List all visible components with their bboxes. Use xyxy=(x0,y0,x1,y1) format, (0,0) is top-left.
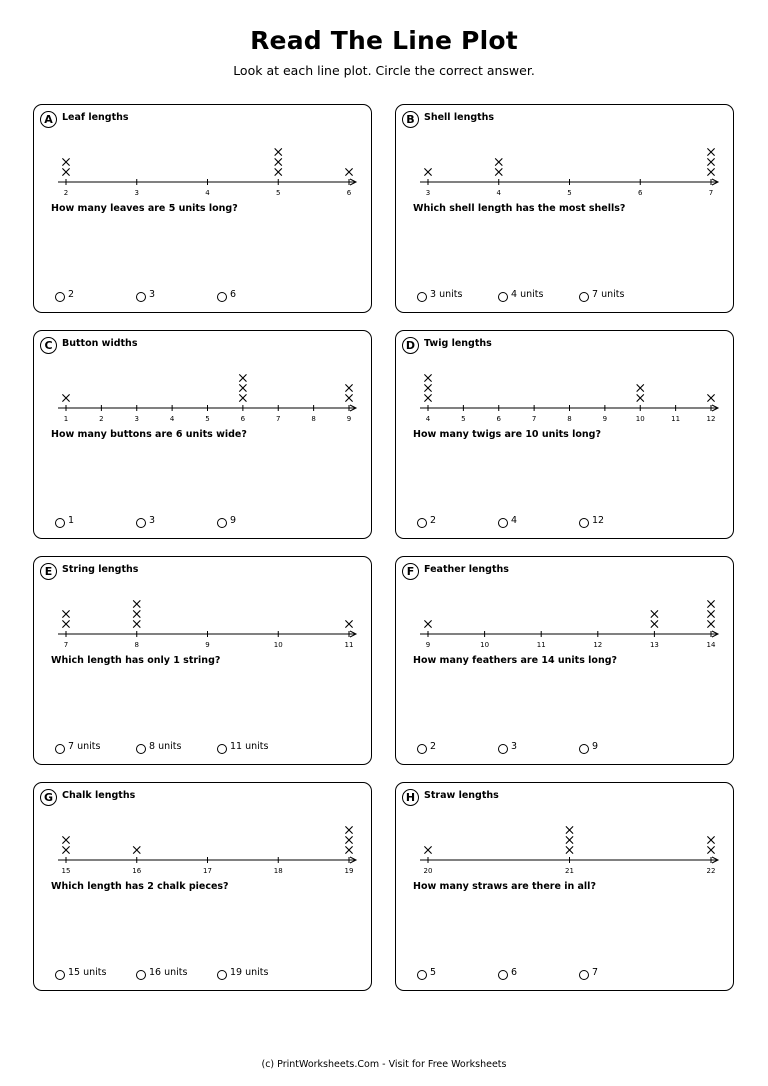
answer-label: 16 units xyxy=(149,967,188,978)
line-plot xyxy=(34,105,373,201)
x-mark xyxy=(637,384,644,391)
tick-label: 12 xyxy=(706,415,716,423)
answer-circle[interactable] xyxy=(217,518,227,528)
answer-circle[interactable] xyxy=(417,744,427,754)
line-plot xyxy=(396,557,735,653)
answer-label: 2 xyxy=(430,741,437,752)
x-mark xyxy=(707,620,714,627)
line-plot xyxy=(396,105,735,201)
plot-title: Feather lengths xyxy=(424,564,509,575)
x-mark xyxy=(566,846,573,853)
tick-label: 6 xyxy=(496,415,501,423)
answer-circle[interactable] xyxy=(498,744,508,754)
answer-label: 12 xyxy=(592,515,605,526)
question-text: Which length has only 1 string? xyxy=(51,655,221,666)
problem-letter-badge: B xyxy=(402,111,419,128)
x-mark xyxy=(345,620,352,627)
tick-label: 5 xyxy=(461,415,466,423)
answer-circle[interactable] xyxy=(136,518,146,528)
tick-label: 1 xyxy=(63,415,69,423)
x-mark xyxy=(495,158,502,165)
answer-circle[interactable] xyxy=(579,518,589,528)
problem-letter-badge: F xyxy=(402,563,419,580)
x-mark xyxy=(133,620,140,627)
x-mark xyxy=(566,836,573,843)
problem-letter-badge: D xyxy=(402,337,419,354)
x-mark xyxy=(275,168,282,175)
x-mark xyxy=(637,394,644,401)
x-mark xyxy=(62,620,69,627)
tick-label: 20 xyxy=(423,867,433,875)
answer-circle[interactable] xyxy=(498,292,508,302)
x-mark xyxy=(424,620,431,627)
x-mark xyxy=(707,610,714,617)
x-mark xyxy=(707,394,714,401)
answer-circle[interactable] xyxy=(217,970,227,980)
x-mark xyxy=(133,846,140,853)
answer-circle[interactable] xyxy=(417,970,427,980)
answer-label: 11 units xyxy=(230,741,269,752)
x-mark xyxy=(62,846,69,853)
line-plot xyxy=(396,783,735,879)
question-text: How many buttons are 6 units wide? xyxy=(51,429,247,440)
tick-label: 5 xyxy=(567,189,572,197)
answer-label: 3 xyxy=(511,741,518,752)
answer-circle[interactable] xyxy=(417,518,427,528)
tick-label: 3 xyxy=(425,189,431,197)
x-mark xyxy=(345,826,352,833)
answer-circle[interactable] xyxy=(579,970,589,980)
problem-letter-badge: G xyxy=(40,789,57,806)
plot-title: Straw lengths xyxy=(424,790,499,801)
question-text: Which length has 2 chalk pieces? xyxy=(51,881,229,892)
x-mark xyxy=(707,846,714,853)
problem-card-d xyxy=(395,330,734,539)
tick-label: 15 xyxy=(61,867,71,875)
tick-label: 10 xyxy=(480,641,490,649)
answer-label: 6 xyxy=(511,967,518,978)
answer-label: 2 xyxy=(68,289,75,300)
problem-card-c xyxy=(33,330,372,539)
tick-label: 3 xyxy=(134,189,139,197)
x-mark xyxy=(424,384,431,391)
tick-label: 21 xyxy=(565,867,574,875)
x-mark xyxy=(707,836,714,843)
answer-label: 3 units xyxy=(430,289,463,300)
x-mark xyxy=(707,148,714,155)
question-text: How many straws are there in all? xyxy=(413,881,596,892)
problem-card-b xyxy=(395,104,734,313)
x-mark xyxy=(275,148,282,155)
answer-circle[interactable] xyxy=(417,292,427,302)
problem-letter-badge: C xyxy=(40,337,57,354)
plot-title: Shell lengths xyxy=(424,112,495,123)
answer-label: 2 xyxy=(430,515,437,526)
answer-label: 5 xyxy=(430,967,437,978)
problem-letter-badge: H xyxy=(402,789,419,806)
answer-circle[interactable] xyxy=(217,744,227,754)
answer-circle[interactable] xyxy=(55,970,65,980)
x-mark xyxy=(566,826,573,833)
answer-label: 6 xyxy=(230,289,237,300)
question-text: How many feathers are 14 units long? xyxy=(413,655,618,666)
x-mark xyxy=(424,394,431,401)
problem-card-f xyxy=(395,556,734,765)
x-mark xyxy=(495,168,502,175)
x-mark xyxy=(424,846,431,853)
x-mark xyxy=(651,620,658,627)
answer-label: 4 xyxy=(511,515,518,526)
x-mark xyxy=(707,600,714,607)
plot-title: Leaf lengths xyxy=(62,112,129,123)
tick-label: 8 xyxy=(134,641,139,649)
problem-card-g xyxy=(33,782,372,991)
x-mark xyxy=(239,384,246,391)
tick-label: 5 xyxy=(276,189,281,197)
answer-circle[interactable] xyxy=(498,970,508,980)
answer-label: 1 xyxy=(68,515,75,526)
x-mark xyxy=(62,610,69,617)
tick-label: 4 xyxy=(169,415,175,423)
answer-circle[interactable] xyxy=(498,518,508,528)
answer-label: 9 xyxy=(592,741,599,752)
x-mark xyxy=(239,374,246,381)
tick-label: 8 xyxy=(311,415,316,423)
answer-circle[interactable] xyxy=(55,292,65,302)
plot-title: Twig lengths xyxy=(424,338,492,349)
question-text: How many leaves are 5 units long? xyxy=(51,203,238,214)
answer-label: 7 units xyxy=(592,289,625,300)
tick-label: 7 xyxy=(708,189,714,197)
answer-circle[interactable] xyxy=(217,292,227,302)
x-mark xyxy=(275,158,282,165)
x-mark xyxy=(345,846,352,853)
tick-label: 6 xyxy=(638,189,643,197)
tick-label: 6 xyxy=(240,415,246,423)
tick-label: 8 xyxy=(567,415,572,423)
tick-label: 11 xyxy=(344,641,354,649)
answer-circle[interactable] xyxy=(136,744,146,754)
tick-label: 7 xyxy=(63,641,69,649)
answer-circle[interactable] xyxy=(55,518,65,528)
answer-label: 3 xyxy=(149,515,156,526)
answer-circle[interactable] xyxy=(136,292,146,302)
tick-label: 2 xyxy=(99,415,104,423)
x-mark xyxy=(133,600,140,607)
answer-circle[interactable] xyxy=(579,744,589,754)
plot-title: String lengths xyxy=(62,564,139,575)
x-mark xyxy=(345,836,352,843)
plot-title: Chalk lengths xyxy=(62,790,136,801)
tick-label: 13 xyxy=(649,641,659,649)
tick-label: 2 xyxy=(63,189,69,197)
tick-label: 3 xyxy=(134,415,139,423)
x-mark xyxy=(345,394,352,401)
answer-label: 9 xyxy=(230,515,237,526)
tick-label: 14 xyxy=(706,641,716,649)
tick-label: 10 xyxy=(273,641,283,649)
page-instructions: Look at each line plot. Circle the correct answer. xyxy=(233,63,535,78)
answer-label: 4 units xyxy=(511,289,544,300)
problem-card-e xyxy=(33,556,372,765)
tick-label: 7 xyxy=(276,415,281,423)
answer-label: 19 units xyxy=(230,967,269,978)
tick-label: 5 xyxy=(205,415,210,423)
answer-circle[interactable] xyxy=(579,292,589,302)
answer-circle[interactable] xyxy=(55,744,65,754)
line-plot xyxy=(396,331,735,427)
answer-label: 3 xyxy=(149,289,156,300)
tick-label: 4 xyxy=(496,189,501,197)
answer-label: 7 xyxy=(592,967,599,978)
x-mark xyxy=(62,158,69,165)
line-plot xyxy=(34,557,373,653)
x-mark xyxy=(707,158,714,165)
tick-label: 17 xyxy=(203,867,212,875)
tick-label: 9 xyxy=(346,415,352,423)
tick-label: 19 xyxy=(344,867,354,875)
tick-label: 16 xyxy=(132,867,142,875)
tick-label: 9 xyxy=(425,641,431,649)
x-mark xyxy=(62,168,69,175)
tick-label: 4 xyxy=(205,189,210,197)
line-plot xyxy=(34,783,373,879)
x-mark xyxy=(345,168,352,175)
x-mark xyxy=(424,168,431,175)
tick-label: 9 xyxy=(602,415,608,423)
question-text: How many twigs are 10 units long? xyxy=(413,429,601,440)
tick-label: 11 xyxy=(536,641,546,649)
x-mark xyxy=(239,394,246,401)
answer-label: 7 units xyxy=(68,741,101,752)
x-mark xyxy=(707,168,714,175)
page-title: Read The Line Plot xyxy=(250,26,518,55)
x-mark xyxy=(345,384,352,391)
x-mark xyxy=(651,610,658,617)
tick-label: 18 xyxy=(273,867,283,875)
plot-title: Button widths xyxy=(62,338,138,349)
answer-label: 15 units xyxy=(68,967,107,978)
tick-label: 12 xyxy=(593,641,603,649)
x-mark xyxy=(424,374,431,381)
tick-label: 11 xyxy=(671,415,681,423)
tick-label: 7 xyxy=(531,415,537,423)
question-text: Which shell length has the most shells? xyxy=(413,203,626,214)
answer-label: 8 units xyxy=(149,741,182,752)
tick-label: 10 xyxy=(635,415,645,423)
x-mark xyxy=(62,394,69,401)
tick-label: 4 xyxy=(425,415,431,423)
answer-circle[interactable] xyxy=(136,970,146,980)
tick-label: 22 xyxy=(706,867,716,875)
tick-label: 6 xyxy=(346,189,352,197)
problem-card-a xyxy=(33,104,372,313)
line-plot xyxy=(34,331,373,427)
problem-card-h xyxy=(395,782,734,991)
tick-label: 9 xyxy=(205,641,210,649)
footer-credit: (c) PrintWorksheets.Com - Visit for Free Worksheets xyxy=(261,1059,507,1070)
problem-letter-badge: A xyxy=(40,111,57,128)
x-mark xyxy=(133,610,140,617)
x-mark xyxy=(62,836,69,843)
problem-letter-badge: E xyxy=(40,563,57,580)
